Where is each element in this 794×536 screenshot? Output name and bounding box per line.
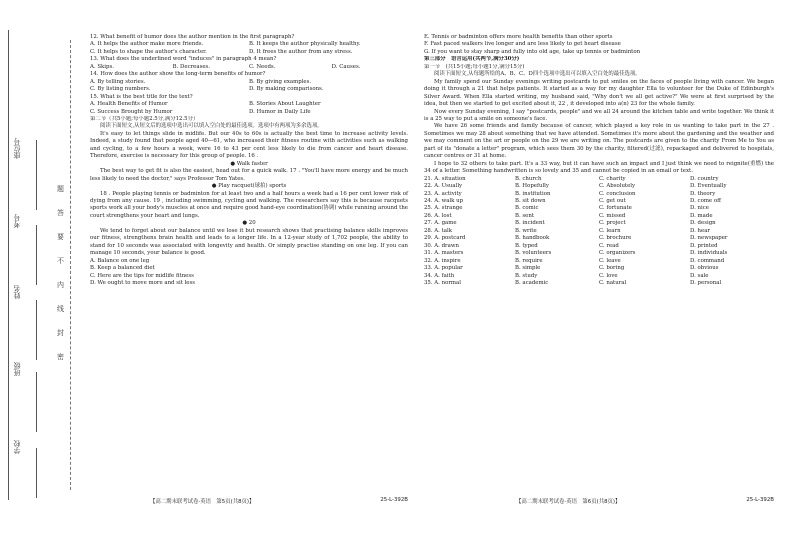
answer-option: D. made [690,212,713,219]
answer-option: B. simple [515,265,541,272]
answer-options-row [90,86,408,93]
text-paragraph: We tend to forget about our balance until we lose it but research shows that practising balance skills improves our fitness, strengthens brain health and leads to a longer life. In a 12-year study of 1,702 people, the ability to stand for 10 seconds was associated with longevity and health. Or simply practise standing on one leg. If you can manage 10 seconds, your balance is good. [90,227,408,257]
answer-option: B. study [515,272,538,279]
answer-option: B. sit down [515,197,546,204]
answer-option: 24. A. walk up [424,197,464,204]
seal-char: 封 [57,329,64,337]
answer-option: B. Decreases. [172,63,211,70]
answer-option: B. By giving examples. [249,78,312,85]
answer-option: B. write [515,227,537,234]
answer-option: 22. A. Usually [424,183,463,190]
answer-option: D. Humor in Daily Life [249,108,311,115]
school-label: 学校 [13,440,21,454]
answer-options-row [424,176,774,183]
answer-option: B. Stories About Laughter [249,101,321,108]
answer-option: D. newspaper [690,235,728,242]
answer-option: B. institution [515,190,551,197]
answer-option: 26. A. lost [424,212,452,219]
answer-option: C. learn [599,227,621,234]
seat-number-line [36,140,37,210]
answer-options-row [424,228,774,235]
answer-option: D. Causes. [331,63,361,70]
answer-options-row [424,265,774,272]
text-line: C. Here are the tips for midlife fitness [90,272,194,279]
answer-options-row [424,250,774,257]
seat-number-label: 座位号 [13,138,21,159]
answer-options-row [90,64,408,71]
answer-option: C. read [599,242,619,249]
answer-option: D. personal [690,279,722,286]
text-line: ● Play racquet(球拍) sports [211,183,287,190]
text-line: 14. How does the author show the long-term benefits of humor? [90,71,266,78]
answer-option: B. church [515,175,542,182]
seal-char: 题 [57,185,64,193]
answer-option: D. country [690,175,719,182]
answer-option: D. theory [690,190,716,197]
answer-option: A. By telling stories. [90,78,146,85]
answer-option: 33. A. popular [424,265,463,272]
answer-option: C. By listing numbers. [90,86,151,93]
margin-rule [8,30,9,500]
answer-option: D. printed [690,242,718,249]
answer-option: D. hear [690,227,711,234]
answer-option: 23. A. activity [424,190,462,197]
text-paragraph: I hope to 32 others to take part. It's a 33 way, but it can have such an impact and I just think we need to reignite(重燃) the 34 of a letter. Something handwritten is so lovely and 35 and cannot be copied in an email or text. [424,160,774,175]
answer-options-row [90,49,408,56]
answer-option: D. Eventually [690,183,727,190]
seal-char: 线 [57,305,64,313]
answer-option: C. love [599,272,618,279]
answer-option: D. By making comparisons. [249,86,324,93]
answer-option: C. Success Brought by Humor [90,108,173,115]
text-paragraph: My family spend our Sunday evenings writing postcards to put smiles on the faces of people living with cancer. We began doing it through a 21 that helps patients. It started as a way for my daughter Ella to volunteer for the Duke of Edinburgh's Silver Award. When Ella started writing, my husband said, "Why don't we all get active?" We were at first surprised by the idea, but then we started to get excited about it, 22 , it developed into a(n) 23 for the whole family. [424,78,774,108]
answer-option: C. fortunate [599,205,632,212]
answer-options-row [424,205,774,212]
answer-option: B. require [515,257,543,264]
text-line: 第二节（共5小题;每小题2.5分,满分12.5分） [90,115,199,122]
binding-margin [0,0,82,536]
name-label: 姓名 [13,285,21,299]
text-line: ● 20 [242,220,256,227]
text-line: 第三部分 语言运用(共两节,满分30分) [424,56,520,63]
answer-options-row [424,280,774,287]
answer-option: 35. A. normal [424,279,461,286]
answer-options-row [424,220,774,227]
seal-line [70,40,71,490]
answer-options-row [90,109,408,116]
footer-title: 【高二期末联考试卷·英语 第5页(共8页)】 [150,499,255,505]
answer-option: B. incident [515,220,545,227]
answer-options-row [424,191,774,198]
answer-option: C. organizers [599,250,636,257]
answer-option: C. project [599,220,626,227]
answer-option: 25. A. strange [424,205,463,212]
seal-char: 密 [57,353,64,361]
answer-option: C. It helps to shape the author's character. [90,48,207,55]
footer-title: 【高二期末联考试卷·英语 第6页(共8页)】 [516,499,621,505]
answer-options-row [424,183,774,190]
exam-page-5 [90,34,408,287]
answer-options-row [424,273,774,280]
answer-option: A. Health Benefits of Humor [90,101,168,108]
text-paragraph: It's easy to let things slide in midlife. But our 40s to 60s is actually the best time to increase activity levels. Indeed, a study found that people aged 40—61, who increased their fitness routine with activities such as walking and cycling, to a few hours a week, were 16 to 43 per cent less likely to die from cancer and heart disease. Therefore, exercise is necessary for this group of people. 16 . [90,130,408,160]
answer-options-row [90,101,408,108]
text-line: 13. What does the underlined word "induces" in paragraph 4 mean? [90,56,277,63]
page-6-footer [516,497,774,505]
answer-option: 28. A. talk [424,227,452,234]
answer-options-row [424,235,774,242]
text-line: 12. What benefit of humor does the author mention in the first paragraph? [90,34,295,40]
answer-option: 30. A. drawn [424,242,459,249]
answer-options-row [424,243,774,250]
answer-option: A. It helps the author make more friends. [90,41,204,48]
text-paragraph: The best way to get fit is also the easiest, head out for a quick walk. 17 . "You'll have more energy and be much less likely to need the doctor," says Professor Tom Yates. [90,168,408,182]
seal-char: 不 [57,257,64,265]
answer-option: C. Absolutely [599,183,636,190]
exam-page-6 [424,34,774,287]
text-paragraph: We have 26 some friends and family because of cancer, which played a key role in us wanting to take part in the 27 . Sometimes we may 28 about something that we have attended. Sometimes it's more about the gardening and the weather and we may comment on the art or people on the 29 we are writing on. The postcards are given to the charity From Me to You as part of its "donate a letter" program, which sees them 30 by the charity, filtered(过滤), repackaged and delivered to hospitals, cancer centres or 31 at home. [424,123,774,160]
answer-option: C. leave [599,257,621,264]
seal-char: 答 [57,209,64,217]
answer-option: D. command [690,257,725,264]
answer-option: D. design [690,220,716,227]
answer-option: B. typed [515,242,538,249]
answer-option: 32. A. inspire [424,257,461,264]
answer-option: 27. A. game [424,220,457,227]
answer-option: 29. A. postcard [424,235,466,242]
exam-number-label: 考号 [13,214,21,228]
answer-option: D. nice [690,205,709,212]
answer-option: D. It frees the author from any stress. [249,48,353,55]
answer-option: B. Hopefully [515,183,549,190]
text-line: E. Tennis or badminton offers more health benefits than other sports [424,34,613,40]
answer-option: C. natural [599,279,627,286]
answer-option: B. academic [515,279,549,286]
answer-option: D. come off [690,197,721,204]
answer-option: B. It keeps the author physically healthy. [249,41,361,48]
text-paragraph: 18 . People playing tennis or badminton for at least two and a half hours a week had a 16 per cent lower risk of dying from any cause. 19 , including swimming, cycling and walking. The researchers say this is because racquets sports work all your body's muscles at once and require good hand-eye coordination(协调) while running around the court strengthens your heart and lungs. [90,190,408,219]
name-line [36,300,37,360]
answer-option: C. get out [599,197,626,204]
answer-option: B. volunteers [515,250,552,257]
answer-option: C. charity [599,175,626,182]
answer-option: D. obvious [690,265,719,272]
answer-option: A. Skips. [90,63,114,70]
answer-option: C. brochure [599,235,632,242]
answer-option: 21. A. situation [424,175,466,182]
answer-option: C. conclusion [599,190,636,197]
answer-option: D. sale [690,272,709,279]
answer-option: C. boring [599,265,625,272]
seal-char: 内 [57,281,64,289]
text-paragraph: Now every Sunday evening, I say "postcards, people" and we all 24 around the kitchen table and write together. We think it is a 25 way to put a smile on someone's face. [424,108,774,122]
answer-option: C. Needs. [248,63,276,70]
answer-option: 31. A. masters [424,250,464,257]
page-5-footer [150,497,408,505]
text-line: G. If you want to stay sharp and fully into old age, take up tennis or badminton [424,48,641,55]
footer-code: 25-L-392B [746,497,774,503]
text-paragraph: 阅读下面短文,从短文后的选项中选出可以填入空白处的最佳选项。选项中有两项为多余选项。 [100,123,323,130]
answer-option: B. sent [515,212,534,219]
answer-option: D. individuals [690,250,728,257]
answer-option: C. missed [599,212,626,219]
text-line: B. Keep a balanced diet [90,265,155,272]
answer-option: B. handbook [515,235,550,242]
text-line: 第一节 (共15小题;每小题1分,满分15分) [424,63,525,70]
school-line [36,448,37,498]
class-label: 班级 [13,362,21,376]
answer-options-row [424,198,774,205]
answer-options-row [424,213,774,220]
text-line: D. We ought to move more and sit less [90,279,196,286]
text-line: F. Fast paced walkers live longer and are less likely to get heart disease [424,41,621,48]
footer-code: 25-L-392B [380,497,408,503]
seal-char: 要 [57,233,64,241]
text-line: A. Balance on one leg [90,257,150,264]
answer-options-row [90,79,408,86]
text-line: ● Walk faster [230,160,268,167]
answer-options-row [90,41,408,48]
text-line: 15. What is the best title for the text? [90,93,193,100]
exam-number-line [36,225,37,285]
text-paragraph: 阅读下面短文,从每题所给的A、B、C、D四个选项中选出可以填入空白处的最佳选项。 [434,71,641,78]
answer-option: B. comic [515,205,539,212]
answer-options-row [424,258,774,265]
answer-option: 34. A. faith [424,272,455,279]
class-line [36,372,37,432]
